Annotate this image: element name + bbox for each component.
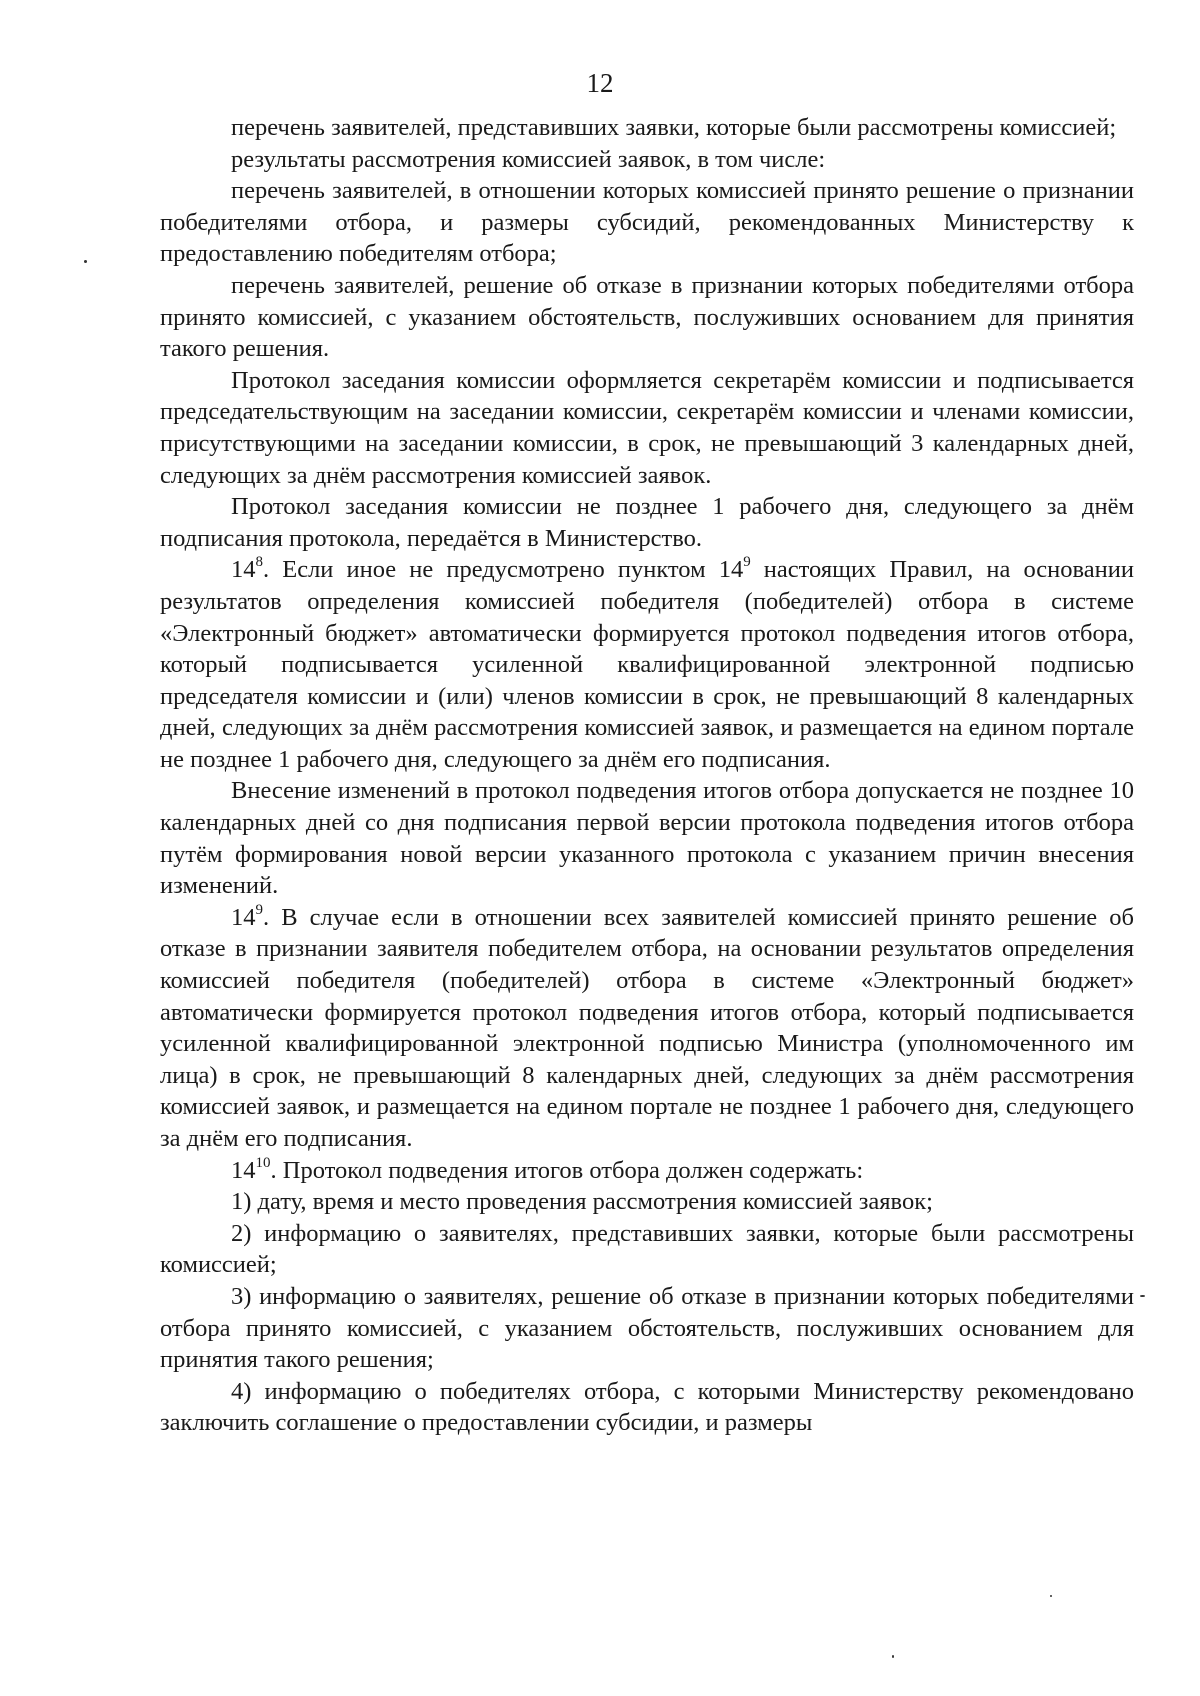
- clause-number: 14: [231, 903, 256, 931]
- clause-superscript: 10: [255, 1154, 271, 1171]
- clause-reference-superscript: 9: [743, 554, 751, 571]
- clause-reference-number: 14: [718, 556, 744, 584]
- clause-text-continued: настоящих Правил, на основании результатов определения комиссией победителя (победителей) отбора в системе «Электронный бюджет» автоматически формируется протокол подведения итогов отбора, который подписывается усиленной квалифицированной электронной подписью председателя комиссии и (или) членов комиссии в срок, не превышающий 8 календарных дней, следующих за днём рассмотрения комиссией заявок, и размещается на едином портале не позднее 1 рабочего дня, следующего за днём его подписания.: [160, 556, 1134, 773]
- clause-text: . Протокол подведения итогов отбора должен содержать:: [270, 1156, 864, 1184]
- list-item-4: 4) информацию о победителях отбора, с которыми Министерству рекомендовано заключить соглашение о предоставлении субсидии, и размеры: [160, 1377, 1134, 1437]
- scan-speck: [892, 1655, 894, 1658]
- paragraph-protocol-changes: Внесение изменений в протокол подведения итогов отбора допускается не позднее 10 календарных дней со дня подписания первой версии протокола подведения итогов отбора путём формирования новой версии указанного протокола с указанием причин внесения изменений.: [160, 777, 1134, 900]
- clause-14-8: [160, 554, 1134, 775]
- list-item-3: 3) информацию о заявителях, решение об отказе в признании которых победителями отбора принято комиссией, с указанием обстоятельств, послуживших основанием для принятия такого решения;: [160, 1282, 1134, 1374]
- clause-number: 14: [231, 1156, 256, 1184]
- list-item-1: 1) дату, время и место проведения рассмотрения комиссией заявок;: [231, 1188, 933, 1216]
- clause-text: . Если иное не предусмотрено пунктом: [263, 556, 719, 584]
- paragraph-review-results: результаты рассмотрения комиссией заявок, в том числе:: [231, 145, 826, 173]
- clause-number: 14: [231, 556, 256, 584]
- list-item-2: 2) информацию о заявителях, представивших заявки, которые были рассмотрены комиссией;: [160, 1219, 1134, 1279]
- paragraph-protocol-transfer: Протокол заседания комиссии не позднее 1 рабочего дня, следующего за днём подписания протокола, передаётся в Министерство.: [160, 493, 1134, 552]
- page-number: 12: [586, 68, 614, 98]
- scan-speck: [1140, 1295, 1145, 1297]
- document-body: [160, 112, 1134, 1439]
- paragraph-winners-list: перечень заявителей, в отношении которых комиссией принято решение о признании победителями отбора, и размеры субсидий, рекомендованных Министерству к предоставлению победителям отбора;: [160, 177, 1134, 268]
- paragraph-protocol-signing: Протокол заседания комиссии оформляется секретарём комиссии и подписывается председательствующим на заседании комиссии, секретарём комиссии и членами комиссии, присутствующими на заседании комиссии, в срок, не превышающий 3 календарных дней, следующих за днём рассмотрения комиссией заявок.: [160, 366, 1134, 489]
- paragraph-applicants-list: перечень заявителей, представивших заявки, которые были рассмотрены комиссией;: [231, 114, 1117, 141]
- clause-superscript: 8: [255, 554, 263, 571]
- scan-speck: [1050, 1595, 1052, 1597]
- clause-text: . В случае если в отношении всех заявителей комиссией принято решение об отказе в признании заявителя победителем отбора, на основании результатов определения комиссией победителя (победителей) отбора в системе «Электронный бюджет» автоматически формируется протокол подведения итогов отбора, который подписывается усиленной квалифицированной электронной подписью Министра (уполномоченного им лица) в срок, не превышающий 8 календарных дней, следующих за днём рассмотрения комиссией заявок, и размещается на едином портале не позднее 1 рабочего дня, следующего за днём его подписания.: [160, 903, 1134, 1152]
- clause-14-10: [160, 1155, 1134, 1187]
- clause-superscript: 9: [255, 901, 263, 918]
- paragraph-rejected-list: перечень заявителей, решение об отказе в признании которых победителями отбора принято комиссией, с указанием обстоятельств, послуживших основанием для принятия такого решения.: [160, 271, 1134, 363]
- scan-speck: [84, 260, 87, 263]
- clause-14-9: [160, 902, 1134, 1155]
